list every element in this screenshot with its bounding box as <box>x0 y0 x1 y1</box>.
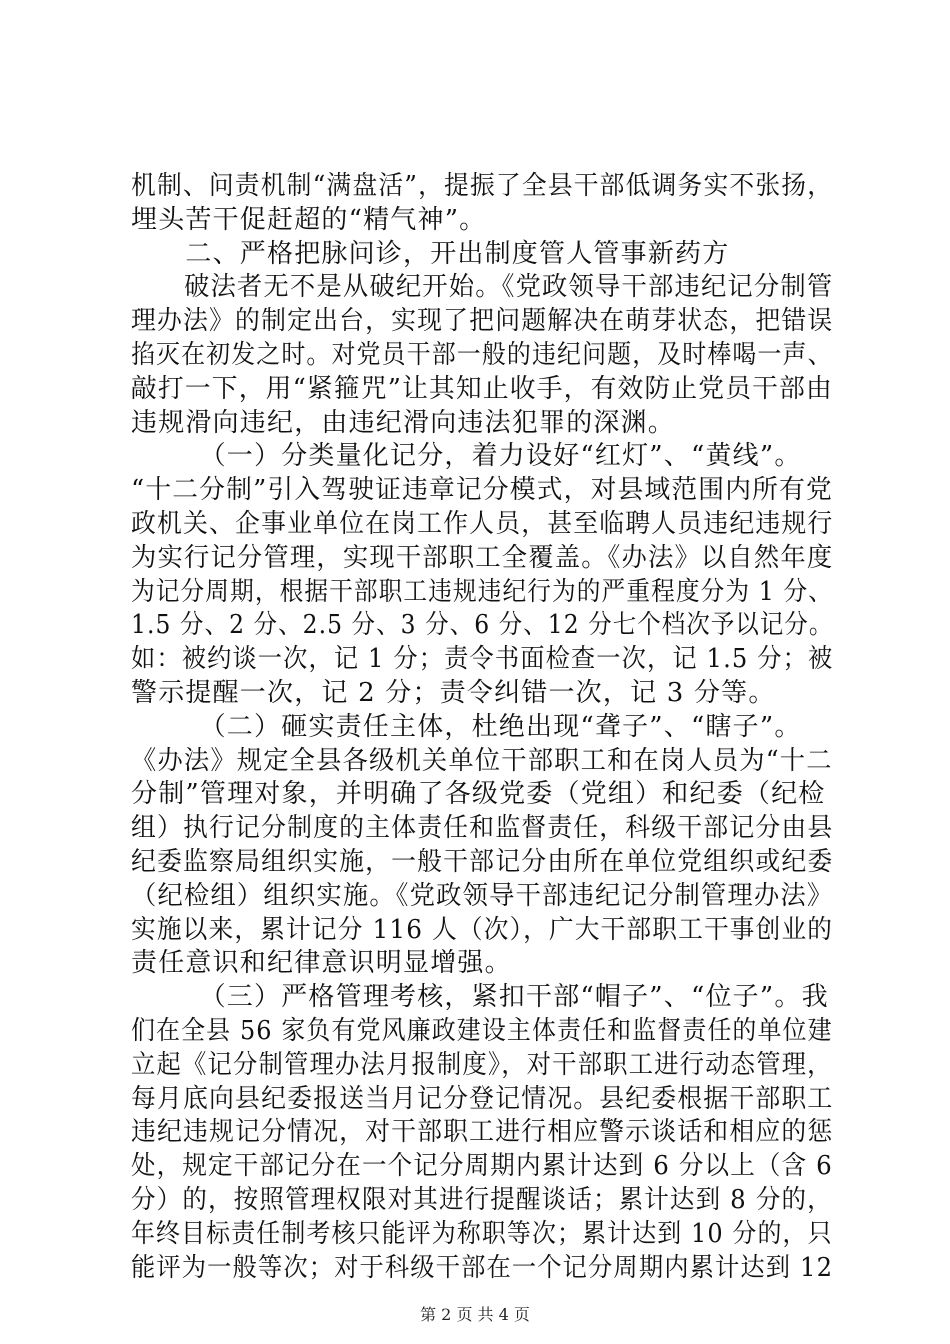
text-line: （二）砸实责任主体，杜绝出现“聋子”、“瞎子”。 <box>131 711 802 742</box>
text-line: 政机关、企事业单位在岗工作人员，甚至临聘人员违纪违规行 <box>131 508 834 539</box>
text-line: 违规滑向违纪，由违纪滑向违法犯罪的深渊。 <box>131 407 676 438</box>
text-line: 1.5 分、2 分、2.5 分、3 分、6 分、12 分七个档次予以记分。 <box>131 610 834 641</box>
text-line: “十二分制”引入驾驶证违章记分模式，对县域范围内所有党 <box>131 475 833 506</box>
text-line: 处，规定干部记分在一个记分周期内累计达到 6 分以上（含 6 <box>131 1151 833 1182</box>
page-footer: 第 2 页 共 4 页 <box>420 1305 530 1324</box>
text-line: 立起《记分制管理办法月报制度》，对干部职工进行动态管理， <box>131 1049 833 1080</box>
text-line: 机制、问责机制“满盘活”，提振了全县干部低调务实不张扬， <box>131 171 834 201</box>
text-line: 们在全县 56 家负有党风廉政建设主体责任和监督责任的单位建 <box>131 1015 833 1046</box>
text-line: 掐灭在初发之时。对党员干部一般的违纪问题，及时棒喝一声、 <box>131 339 833 370</box>
text-line: 纪委监察局组织实施，一般干部记分由所在单位党组织或纪委 <box>131 846 834 877</box>
text-line: 分）的，按照管理权限对其进行提醒谈话；累计达到 8 分的， <box>131 1184 833 1215</box>
text-line: （纪检组）组织实施。《党政领导干部违纪记分制管理办法》 <box>131 880 834 911</box>
text-line: 年终目标责任制考核只能评为称职等次；累计达到 10 分的，只 <box>131 1218 833 1249</box>
text-line: 分制”管理对象，并明确了各级党委（党组）和纪委（纪检 <box>131 779 826 810</box>
text-line: 能评为一般等次；对于科级干部在一个记分周期内累计达到 12 <box>131 1252 834 1283</box>
text-line: 实施以来，累计记分 116 人（次），广大干部职工干事创业的 <box>131 914 834 945</box>
text-line: 为实行记分管理，实现干部职工全覆盖。《办法》以自然年度 <box>131 542 834 573</box>
text-line: 二、严格把脉问诊，开出制度管人管事新药方 <box>131 238 730 269</box>
text-line: 敲打一下，用“紧箍咒”让其知止收手，有效防止党员干部由 <box>131 373 833 404</box>
text-line: （一）分类量化记分，着力设好“红灯”、“黄线”。 <box>131 441 802 472</box>
body-text <box>131 170 833 1285</box>
text-line: 埋头苦干促赶超的“精气神”。 <box>131 204 487 235</box>
text-line: 责任意识和纪律意识明显增强。 <box>131 948 512 979</box>
text-line: 警示提醒一次，记 2 分；责令纠错一次，记 3 分等。 <box>131 677 776 708</box>
text-line: 为记分周期，根据干部职工违规违纪行为的严重程度分为 1 分、 <box>131 576 834 607</box>
text-line: 违纪违规记分情况，对干部职工进行相应警示谈话和相应的惩 <box>131 1117 834 1148</box>
text-line: 组）执行记分制度的主体责任和监督责任，科级干部记分由县 <box>131 813 834 844</box>
text-line: 每月底向县纪委报送当月记分登记情况。县纪委根据干部职工 <box>131 1083 834 1114</box>
text-line: （三）严格管理考核，紧扣干部“帽子”、“位子”。我 <box>131 982 829 1013</box>
text-line: 如：被约谈一次，记 1 分；责令书面检查一次，记 1.5 分；被 <box>131 644 834 675</box>
text-line: 破法者无不是从破纪开始。《党政领导干部违纪记分制管 <box>131 272 834 303</box>
text-line: 理办法》的制定出台，实现了把问题解决在萌芽状态，把错误 <box>131 306 834 337</box>
text-line: 《办法》规定全县各级机关单位干部职工和在岗人员为“十二 <box>131 745 833 776</box>
